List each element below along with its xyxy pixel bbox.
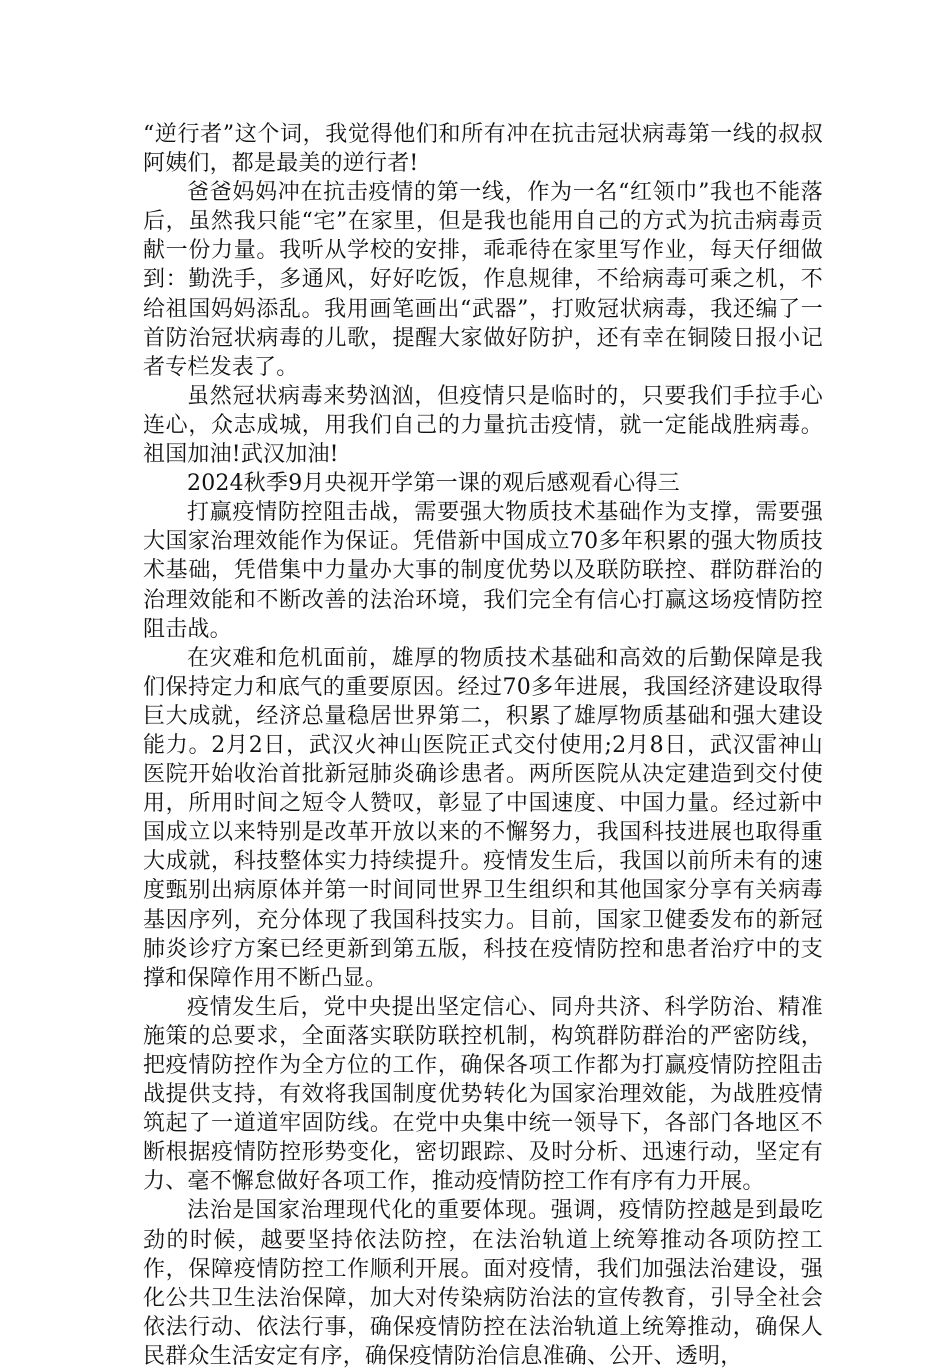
paragraph-foundation: 打赢疫情防控阻击战，需要强大物质技术基础作为支撑，需要强大国家治理效能作为保证。凭借新中国成立70多年积累的强大物质技术基础，凭借集中力量办大事的制度优势以及联防联控、群防群治的治理效能和不断改善的法治环境，我们完全有信心打赢这场疫情防控阻击战。 (143, 500, 823, 642)
paragraph-family-frontline: 爸爸妈妈冲在抗击疫情的第一线，作为一名“红领巾”我也不能落后，虽然我只能“宅”在家里，但是我也能用自己的方式为抗击病毒贡献一份力量。我听从学校的安排，乖乖待在家里写作业，每天仔细做到：勤洗手，多通风，好好吃饭，作息规律，不给病毒可乘之机，不给祖国妈妈添乱。我用画笔画出“武器”，打败冠状病毒，我还编了一首防治冠状病毒的儿歌，提醒大家做好防护，还有幸在铜陵日报小记者专栏发表了。 (143, 180, 823, 380)
document-page (143, 120, 823, 1371)
section-heading: 2024秋季9月央视开学第一课的观后感观看心得三 (187, 471, 680, 497)
paragraph-rule-of-law: 法治是国家治理现代化的重要体现。强调，疫情防控越是到最吃劲的时候，越要坚持依法防控，在法治轨道上统筹推动各项防控工作，保障疫情防控工作顺利开展。面对疫情，我们加强法治建设，强化公共卫生法治保障，加大对传染病防治法的宣传教育，引导全社会依法行动、依法行事，确保疫情防控在法治轨道上统筹推动，确保人民群众生活安定有序，确保疫情防治信息准确、公开、透明， (143, 1198, 823, 1369)
paragraph-continuation: “逆行者”这个词，我觉得他们和所有冲在抗击冠状病毒第一线的叔叔阿姨们，都是最美的逆行者! (143, 122, 823, 177)
paragraph-material-support: 在灾难和危机面前，雄厚的物质技术基础和高效的后勤保障是我们保持定力和底气的重要原因。经过70多年进展，我国经济建设取得巨大成就，经济总量稳居世界第二，积累了雄厚物质基础和强大建设能力。2月2日，武汉火神山医院正式交付使用;2月8日，武汉雷神山医院开始收治首批新冠肺炎确诊患者。两所医院从决定建造到交付使用，所用时间之短令人赞叹，彰显了中国速度、中国力量。经过新中国成立以来特别是改革开放以来的不懈努力，我国科技进展也取得重大成就，科技整体实力持续提升。疫情发生后，我国以前所未有的速度甄别出病原体并第一时间同世界卫生组织和其他国家分享有关病毒基因序列，充分体现了我国科技实力。目前，国家卫健委发布的新冠肺炎诊疗方案已经更新到第五版，科技在疫情防控和患者治疗中的支撑和保障作用不断凸显。 (143, 645, 823, 991)
paragraph-central-leadership: 疫情发生后，党中央提出坚定信心、同舟共济、科学防治、精准施策的总要求，全面落实联防联控机制，构筑群防群治的严密防线，把疫情防控作为全方位的工作，确保各项工作都为打赢疫情防控阻击战提供支持，有效将我国制度优势转化为国家治理效能，为战胜疫情筑起了一道道牢固防线。在党中央集中统一领导下，各部门各地区不断根据疫情防控形势变化，密切跟踪、及时分析、迅速行动，坚定有力、毫不懈怠做好各项工作，推动疫情防控工作有序有力开展。 (143, 994, 823, 1195)
paragraph-cheer: 虽然冠状病毒来势汹汹，但疫情只是临时的，只要我们手拉手心连心，众志成城，用我们自己的力量抗击疫情，就一定能战胜病毒。祖国加油!武汉加油! (143, 383, 823, 468)
